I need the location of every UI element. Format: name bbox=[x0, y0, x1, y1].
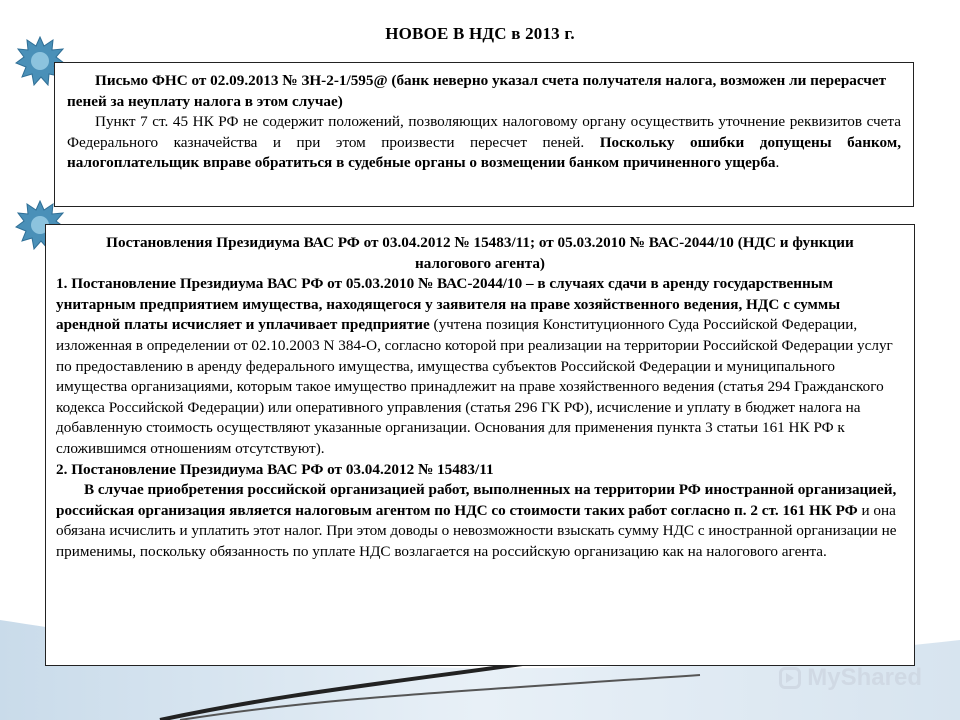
vas-ruling-1-bold: 1. Постановление Президиума ВАС РФ от 05.03.2010 № ВАС-2044/10 – в случаях сдачи в аренду государственным унитарным предприятием имущества, находящегося у заявителя на праве хозяйственного ведения, НДС с суммы арендной платы исчисляет и уплачивает предприятие bbox=[56, 275, 841, 334]
play-square-icon bbox=[779, 667, 801, 689]
vas-ruling-2-body bbox=[56, 480, 904, 562]
vas-ruling-2-bold: В случае приобретения российской организацией работ, выполненных на территории РФ иностранной организацией, российская организация является налоговым агентом по НДС со стоимости таких работ согласно п. 2 ст. 161 НК РФ bbox=[56, 481, 897, 519]
fns-letter-body bbox=[67, 112, 901, 174]
fns-letter-box bbox=[54, 62, 914, 207]
fns-letter-body-bold: Поскольку ошибки допущены банком, налогоплательщик вправе обратиться в судебные органы о возмещении банком причиненного ущерба bbox=[67, 133, 902, 172]
fns-letter-body-end: . bbox=[775, 154, 780, 172]
vas-rulings-box bbox=[45, 224, 915, 666]
fns-letter-body-plain: Пункт 7 ст. 45 НК РФ не содержит положений, позволяющих налоговому органу осуществить уточнение реквизитов счета Федерального казначейства и при этом произвести пересчет пеней. bbox=[67, 113, 901, 151]
watermark-text: MyShared bbox=[807, 664, 922, 691]
page-title: НОВОЕ В НДС в 2013 г. bbox=[385, 24, 575, 43]
fns-letter-heading: Письмо ФНС от 02.09.2013 № ЗН-2-1/595@ (банк неверно указал счета получателя налога, возможен ли перерасчет пеней за неуплату налога в этом случае) bbox=[67, 72, 887, 110]
vas-ruling-2-plain: и она обязана исчислить и уплатить этот налог. При этом доводы о невозможности взыскать сумму НДС с иностранной организации не применимы, поскольку обязанность по уплате НДС возлагается на российскую организацию как на налогового агента. bbox=[56, 501, 897, 560]
myshared-watermark bbox=[779, 664, 922, 692]
vas-ruling-1-plain: (учтена позиция Конституционного Суда Российской Федерации, изложенная в определении от 02.10.2003 N 384-О, согласно которой при реализации на территории Российской Федерации услуг по предоставлению в аренду федерального имущества, имущества субъектов Российской Федерации и муниципального имущества организациями, которым такое имущество принадлежит на праве хозяйственного ведения (статья 294 Гражданского кодекса Российской Федерации) или оперативного управления (статья 296 ГК РФ), исчисление и уплату в бюджет налога на добавленную стоимость осуществляют указанные организации. Основания для применения пункта 3 статьи 161 НК РФ к сложившимся отношениям отсутствуют). bbox=[56, 316, 893, 457]
vas-ruling-2-heading: 2. Постановление Президиума ВАС РФ от 03.04.2012 № 15483/11 bbox=[56, 460, 494, 478]
vas-rulings-heading: Постановления Президиума ВАС РФ от 03.04.2012 № 15483/11; от 05.03.2010 № ВАС-2044/10 (НДС и функции налогового агента) bbox=[106, 234, 854, 272]
vas-ruling-1 bbox=[56, 274, 904, 459]
